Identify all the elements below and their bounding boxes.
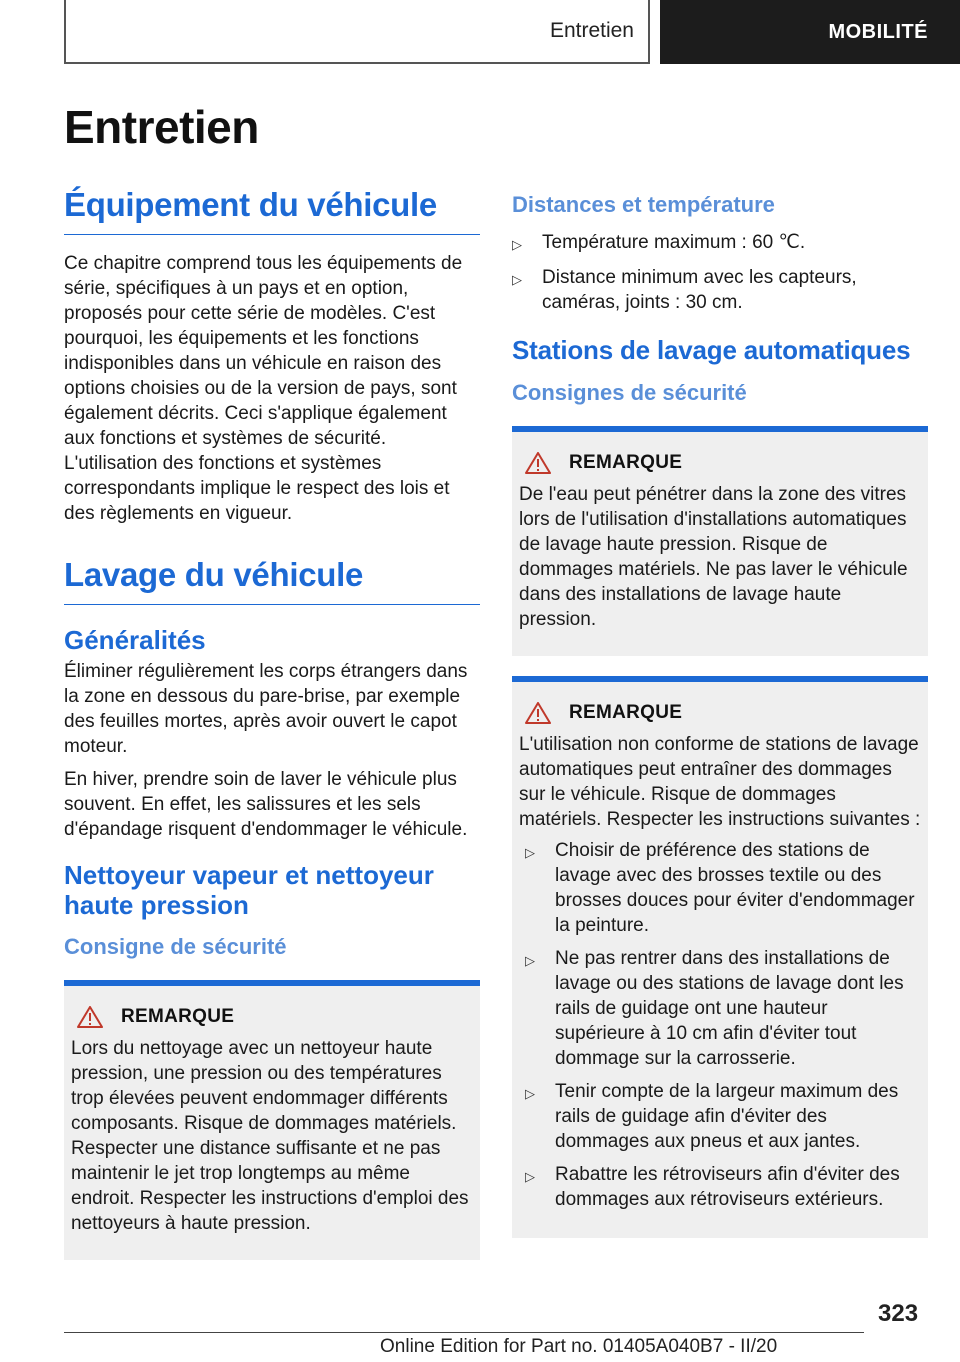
bullet-triangle-icon: ▷ <box>512 272 522 287</box>
warning-triangle-icon <box>77 1006 103 1028</box>
list-item-text: Choisir de préférence des stations de lavage avec des brosses textile ou des brosses douces pour éviter d'endommager la peinture. <box>555 840 915 936</box>
warning-triangle-icon <box>525 452 551 474</box>
note-text: L'utilisation non conforme de stations de lavage automatiques peut entraîner des dommages sur le véhicule. Risque de dommages matériels. Respecter les instructions suivantes : <box>519 734 921 830</box>
heading-general: Généralités <box>64 625 206 655</box>
list-item-text: Température maximum : 60 ℃. <box>542 232 806 253</box>
list-item <box>519 1079 922 1154</box>
footer-divider <box>64 1332 864 1333</box>
list-item-text: Rabattre les rétroviseurs afin d'éviter des dommages aux rétroviseurs extérieurs. <box>555 1164 900 1210</box>
note-header <box>71 1006 474 1028</box>
left-column <box>64 186 480 1268</box>
bullet-triangle-icon: ▷ <box>525 845 535 860</box>
page-number: 323 <box>878 1300 919 1327</box>
bullet-triangle-icon: ▷ <box>525 953 535 968</box>
note-text: De l'eau peut pénétrer dans la zone des vitres lors de l'utilisation d'installations automatiques de lavage haute pression. Risque de dommages matériels. Ne pas laver le véhicule dans des installations de lavage haute pression. <box>519 484 908 630</box>
list-item <box>512 265 928 315</box>
chapter-title: Entretien <box>64 101 259 153</box>
note-header <box>519 702 922 724</box>
note-box-automatic-wash <box>512 676 928 1238</box>
note-label: REMARQUE <box>121 1006 235 1027</box>
heading-equipment: Équipement du véhicule <box>64 186 480 235</box>
list-item <box>519 946 922 1071</box>
footer-edition: Online Edition for Part no. 01405A040B7 - II/20 <box>380 1336 778 1357</box>
header-category-label: MOBILITÉ <box>828 20 928 43</box>
heading-safety-note: Consigne de sécurité <box>64 934 287 959</box>
list-item <box>512 230 928 257</box>
note-label: REMARQUE <box>569 702 683 723</box>
note-header <box>519 452 922 474</box>
warning-triangle-icon <box>525 702 551 724</box>
note-box-pressure-washer <box>64 980 480 1260</box>
bullet-triangle-icon: ▷ <box>525 1169 535 1184</box>
heading-distances: Distances et température <box>512 192 775 217</box>
bullet-triangle-icon: ▷ <box>512 237 522 252</box>
right-column <box>512 186 928 1246</box>
bullet-triangle-icon: ▷ <box>525 1086 535 1101</box>
list-item-text: Distance minimum avec les capteurs, caméras, joints : 30 cm. <box>542 267 857 313</box>
note-label: REMARQUE <box>569 452 683 473</box>
list-item <box>519 1162 922 1212</box>
heading-safety-notes: Consignes de sécurité <box>512 380 747 405</box>
header-section-label: Entretien <box>549 19 634 42</box>
heading-vehicle-wash: Lavage du véhicule <box>64 556 480 605</box>
list-item-text: Tenir compte de la largeur maximum des rails de guidage afin d'éviter des dommages aux pneus et aux jantes. <box>555 1081 899 1152</box>
note-box-high-pressure <box>512 426 928 656</box>
paragraph-equipment: Ce chapitre comprend tous les équipements de série, spécifiques à un pays et en option, proposés pour cette série de modèles. C'est pourquoi, les équipements et les fonctions indisponibles dans un véhicule en raison des options choisies ou de la version de pays, sont également décrits. Ceci s'applique également aux fonctions et systèmes de sécurité. L'utilisation des fonctions et systèmes correspondants implique le respect des lois et des règlements en vigueur. <box>64 253 463 524</box>
note-text: Lors du nettoyage avec un nettoyeur haute pression, une pression ou des températures trop élevées peuvent endommager différents composants. Risque de dommages matériels. Respecter une distance suffisante et ne pas maintenir le jet trop longtemps au même endroit. Respecter les instructions d'emploi des nettoyeurs à haute pression. <box>71 1038 469 1234</box>
paragraph-general-1: Éliminer régulièrement les corps étrangers dans la zone en dessous du pare-brise, par exemple des feuilles mortes, après avoir ouvert le capot moteur. <box>64 661 468 757</box>
paragraph-general-2: En hiver, prendre soin de laver le véhicule plus souvent. En effet, les salissures et les sels d'épandage risquent d'endommager le véhicule. <box>64 769 468 840</box>
header-category-tab <box>660 0 960 64</box>
list-item <box>519 838 922 938</box>
list-item-text: Ne pas rentrer dans des installations de lavage ou des stations de lavage dont les rails de guidage ont une hauteur supérieure à 10 cm afin d'éviter tout dommage sur la carrosserie. <box>555 948 904 1069</box>
header-section-tab <box>64 0 650 64</box>
heading-car-wash-stations: Stations de lavage automatiques <box>512 335 911 365</box>
heading-steam-cleaner: Nettoyeur vapeur et nettoyeur haute pression <box>64 860 434 920</box>
